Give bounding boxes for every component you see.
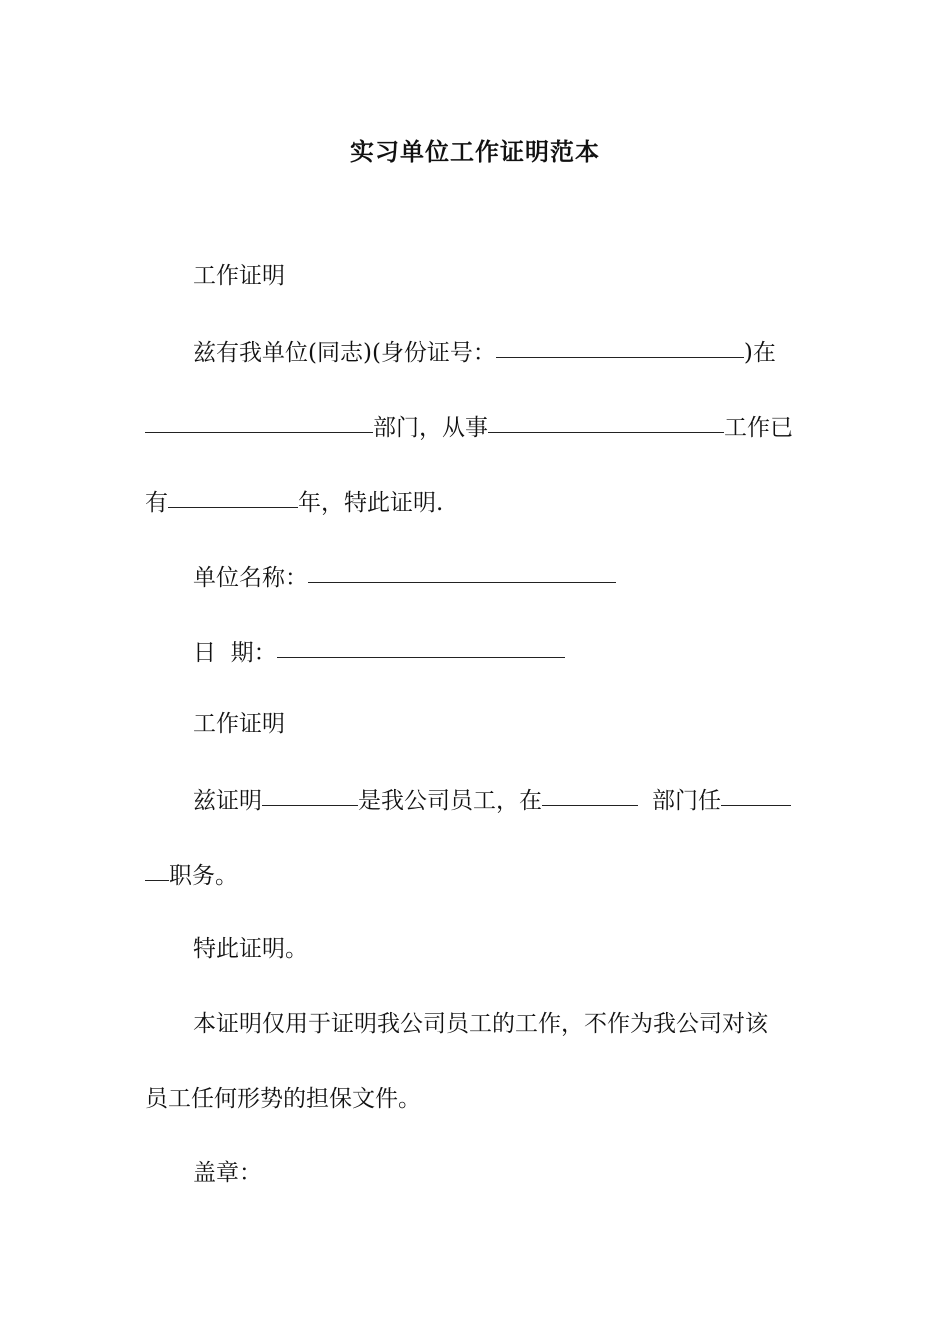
years-blank[interactable] bbox=[168, 481, 298, 508]
department-blank[interactable] bbox=[145, 406, 373, 433]
section2-line1-part2: 是我公司员工，在 bbox=[358, 788, 542, 814]
certify-text: 特此证明。 bbox=[193, 936, 308, 962]
unit-name-blank[interactable] bbox=[308, 556, 616, 583]
note-line2: 员工任何形势的担保文件。 bbox=[145, 1086, 421, 1112]
section2-heading: 工作证明 bbox=[193, 711, 285, 737]
section2-line2 bbox=[145, 856, 805, 894]
date-row bbox=[193, 633, 805, 671]
section1-line1 bbox=[193, 333, 805, 371]
date-label: 日 期： bbox=[193, 640, 277, 666]
section1-line2-part1: 部门，从事 bbox=[373, 415, 488, 441]
section1-heading: 工作证明 bbox=[193, 263, 285, 289]
section1-line3-end: 年，特此证明. bbox=[298, 490, 444, 516]
section1-line3-start: 有 bbox=[145, 490, 168, 516]
position-blank-end[interactable] bbox=[145, 854, 169, 881]
section2-line1-text: 兹证明 bbox=[193, 788, 262, 814]
section2-line2-end: 职务。 bbox=[169, 863, 238, 889]
section1-line2-end: 工作已 bbox=[724, 415, 793, 441]
date-blank[interactable] bbox=[277, 631, 565, 658]
position-blank-start[interactable] bbox=[721, 779, 791, 806]
section1-line3 bbox=[145, 483, 805, 521]
unit-name-row bbox=[193, 558, 805, 596]
work-type-blank[interactable] bbox=[488, 406, 724, 433]
section2-line1-part3: 部门任 bbox=[652, 788, 721, 814]
seal-label: 盖章： bbox=[193, 1160, 262, 1186]
id-number-blank[interactable] bbox=[496, 331, 744, 358]
employee-name-blank[interactable] bbox=[262, 779, 358, 806]
employee-department-blank[interactable] bbox=[542, 779, 638, 806]
note-line1: 本证明仅用于证明我公司员工的工作，不作为我公司对该 bbox=[193, 1011, 768, 1037]
section2-line1 bbox=[193, 781, 805, 819]
unit-name-label: 单位名称： bbox=[193, 565, 308, 591]
section1-line1-text: 兹有我单位(同志)(身份证号： bbox=[193, 340, 496, 366]
section1-line1-end: )在 bbox=[743, 340, 776, 366]
document-title: 实习单位工作证明范本 bbox=[350, 137, 600, 166]
section1-line2 bbox=[145, 408, 805, 446]
